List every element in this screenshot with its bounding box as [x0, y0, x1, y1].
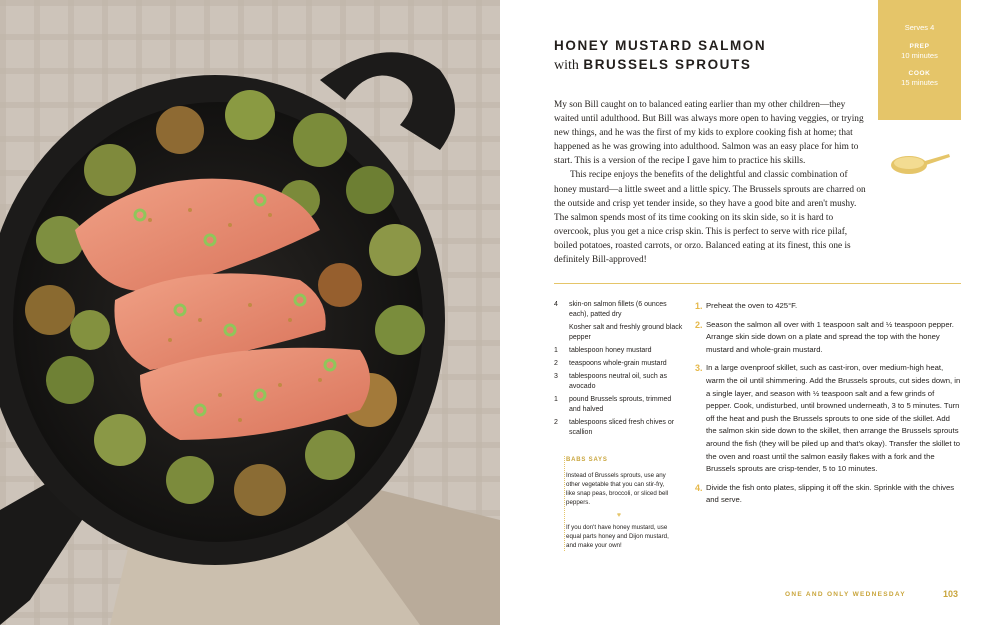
title-line2: BRUSSELS SPROUTS [583, 57, 752, 72]
chapter-footer: ONE AND ONLY WEDNESDAY [785, 591, 906, 598]
ingredient-qty: 2 [554, 419, 558, 426]
ingredient-item [554, 346, 684, 356]
ingredient-text: tablespoons neutral oil, such as avocado [569, 373, 668, 390]
step-number: 2. [695, 319, 703, 330]
tip-heading: BABS SAYS [566, 457, 608, 463]
ingredient-text: teaspoons whole-grain mustard [569, 360, 667, 367]
cook-label: COOK [908, 70, 931, 77]
ingredient-qty: 1 [554, 396, 558, 403]
ingredient-item [554, 418, 684, 438]
recipe-page [500, 0, 1000, 625]
method-steps [695, 300, 961, 513]
ingredients-list [554, 300, 684, 441]
page-number: 103 [943, 589, 959, 599]
step-text: Preheat the oven to 425°F. [706, 301, 798, 310]
method-step [695, 319, 961, 357]
serves-info-box [878, 0, 961, 120]
skillet-icon [889, 148, 951, 178]
serves-text: Serves 4 [904, 23, 935, 32]
ingredient-text: tablespoons sliced fresh chives or scallion [569, 419, 675, 436]
step-number: 1. [695, 301, 703, 311]
ingredient-text: Kosher salt and freshly ground black pepper [569, 324, 683, 341]
tip-border [564, 456, 565, 551]
step-text: Divide the fish onto plates, slipping it off the skin. Sprinkle with the chives and serve. [706, 482, 955, 505]
ingredient-item [554, 359, 684, 369]
step-text: Season the salmon all over with 1 teaspoon salt and ½ teaspoon pepper. Arrange skin side down on a plate and spread the top with the honey mustard and whole-grain mustard. [706, 319, 954, 354]
intro-text [554, 98, 870, 267]
ingredient-qty: 2 [554, 360, 558, 367]
ingredient-qty: 3 [554, 373, 558, 380]
ingredient-text: pound Brussels sprouts, trimmed and halved [569, 396, 672, 413]
method-step [695, 362, 961, 475]
ingredient-text: tablespoon honey mustard [569, 347, 652, 354]
method-step [695, 300, 961, 313]
step-number: 4. [695, 482, 703, 493]
recipe-title [554, 37, 766, 76]
tip-text: Instead of Brussels sprouts, use any other vegetable that you can stir-fry, like snap peas, broccoli, or sliced bell peppers. [566, 472, 669, 506]
ingredient-text: skin-on salmon fillets (6 ounces each), patted dry [569, 301, 667, 318]
ingredient-item [554, 372, 684, 392]
ingredient-item [554, 323, 684, 343]
babs-says-tip [564, 456, 674, 550]
ingredient-item [554, 395, 684, 415]
heart-icon: ♥ [616, 512, 622, 519]
prep-value: 10 minutes [901, 51, 938, 60]
ingredient-item [554, 300, 684, 320]
prep-label: PREP [909, 43, 930, 50]
intro-paragraph: This recipe enjoys the benefits of the delightful and classic combination of honey mustard—a little sweet and a little spicy. The Brussels sprouts are charred on the outside and crisp yet tender inside, so they have a good bite and aren't mushy. The salmon spends most of its time cooking on its skin side, so it is hard to overcook, plus you get a nice crisp skin. This is perfect to serve with rice pilaf, boiled potatoes, roasted carrots, or orzo. Balanced eating at its finest, this one is definitely Bill-approved! [554, 170, 866, 266]
ingredient-qty: 1 [554, 347, 558, 354]
ingredient-qty [554, 323, 569, 343]
step-text: In a large ovenproof skillet, such as cast-iron, over medium-high heat, warm the oil until shimmering. Add the Brussels sprouts, cut sides down, in a single layer, and season with ½ teaspoon salt and a few grinds of pepper. Cook, undisturbed, until browned underneath, 3 to 5 minutes. Turn off the heat and push the Brussels sprouts to one side of the skillet. Add the salmon skin side down to the skillet, then arrange the Brussels sprouts around the fish (they will be piled up and that's okay). Transfer the skillet to the oven and roast until the salmon easily flakes with a fork and the Brussels sprouts are crisp-tender, 5 to 10 minutes. [706, 363, 961, 474]
section-divider [554, 283, 961, 284]
method-step [695, 482, 961, 507]
title-with: with [554, 58, 579, 73]
ingredient-qty: 4 [554, 301, 558, 308]
cook-value: 15 minutes [901, 78, 938, 87]
title-line1: HONEY MUSTARD SALMON [554, 38, 767, 53]
intro-paragraph: My son Bill caught on to balanced eating earlier than my other children—they waited until adulthood. But Bill was always more open to having veggies, or trying new things, and he was the first of my kids to explore cooking fish at home; that happened as he was growing into adulthood. Salmon was an easy place for him to start. This is a version of the recipe I gave him to practice his skills. [554, 100, 864, 167]
tip-text: If you don't have honey mustard, use equal parts honey and Dijon mustard, and make your own! [566, 524, 669, 549]
step-number: 3. [695, 363, 703, 374]
